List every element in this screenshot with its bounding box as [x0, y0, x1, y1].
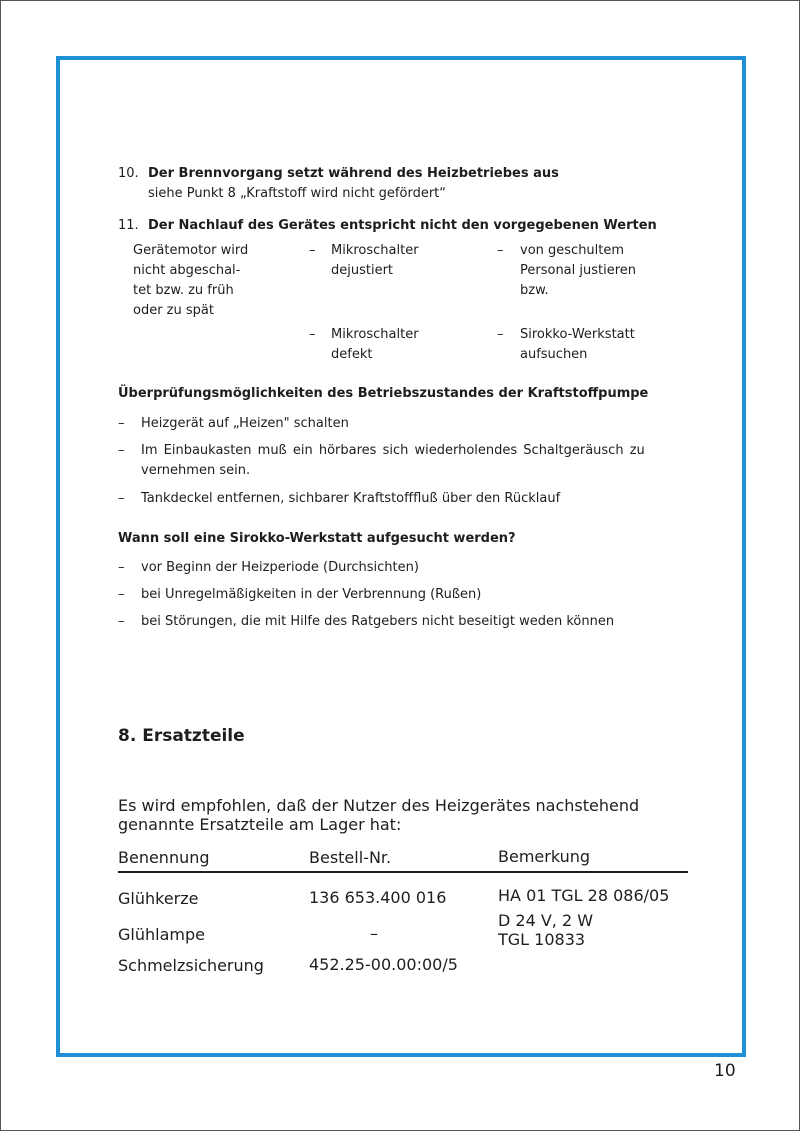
workshop-item: vor Beginn der Heizperiode (Durchsichten) [141, 560, 419, 575]
column-header-name: Benennung [118, 848, 210, 867]
pump-check-item: Tankdeckel entfernen, sichbarer Kraftstofffluß über den Rücklauf [141, 491, 561, 506]
table-cell-order-no: – [370, 924, 378, 943]
table-cell-remark: TGL 10833 [498, 930, 586, 949]
item10-title: Der Brennvorgang setzt während des Heizbetriebes aus [148, 166, 559, 181]
pump-check-item: Im Einbaukasten muß ein hörbares sich wiederholendes Schaltgeräusch zu [141, 443, 645, 458]
item10-number: 10. [118, 166, 139, 181]
item11-symptom-line: oder zu spät [133, 303, 214, 318]
remedy-line: Sirokko-Werkstatt [520, 327, 635, 342]
list-dash: – [118, 416, 125, 431]
item11-symptom-line: Gerätemotor wird [133, 243, 249, 258]
workshop-item: bei Störungen, die mit Hilfe des Ratgebers nicht beseitigt weden können [141, 614, 615, 629]
cause-line: Mikroschalter [331, 327, 419, 342]
table-header-rule [118, 871, 688, 873]
remedy-dash: – [497, 243, 504, 258]
list-dash: – [118, 443, 125, 458]
cause-dash: – [309, 327, 316, 342]
cause-line: Mikroschalter [331, 243, 419, 258]
workshop-heading: Wann soll eine Sirokko-Werkstatt aufgesucht werden? [118, 531, 516, 546]
list-dash: – [118, 560, 125, 575]
list-dash: – [118, 614, 125, 629]
item11-symptom-line: nicht abgeschal- [133, 263, 241, 278]
workshop-item: bei Unregelmäßigkeiten in der Verbrennung (Rußen) [141, 587, 482, 602]
section-intro-line: genannte Ersatzteile am Lager hat: [118, 815, 402, 834]
remedy-dash: – [497, 327, 504, 342]
item11-title: Der Nachlauf des Gerätes entspricht nicht den vorgegebenen Werten [148, 218, 657, 233]
table-cell-name: Glühlampe [118, 925, 205, 944]
list-dash: – [118, 491, 125, 506]
list-dash: – [118, 587, 125, 602]
table-cell-name: Glühkerze [118, 889, 199, 908]
section-title: 8. Ersatzteile [118, 726, 245, 746]
remedy-line: von geschultem [520, 243, 625, 258]
table-cell-order-no: 452.25-00.00:00/5 [309, 955, 458, 974]
table-cell-remark: HA 01 TGL 28 086/05 [498, 886, 670, 905]
pump-check-item: Heizgerät auf „Heizen" schalten [141, 416, 349, 431]
page-number: 10 [714, 1061, 736, 1081]
remedy-line: bzw. [520, 283, 549, 298]
column-header-remark: Bemerkung [498, 847, 591, 866]
remedy-line: aufsuchen [520, 347, 588, 362]
cause-line: defekt [331, 347, 373, 362]
item11-symptom-line: tet bzw. zu früh [133, 283, 234, 298]
remedy-line: Personal justieren [520, 263, 637, 278]
table-cell-name: Schmelzsicherung [118, 956, 264, 975]
cause-line: dejustiert [331, 263, 394, 278]
pump-check-item-cont: vernehmen sein. [141, 463, 251, 478]
cause-dash: – [309, 243, 316, 258]
section-intro-line: Es wird empfohlen, daß der Nutzer des Heizgerätes nachstehend [118, 796, 640, 815]
item11-number: 11. [118, 218, 139, 233]
item10-text: siehe Punkt 8 „Kraftstoff wird nicht gefördert“ [148, 186, 447, 201]
pump-check-heading: Überprüfungsmöglichkeiten des Betriebszustandes der Kraftstoffpumpe [118, 386, 649, 401]
table-cell-remark: D 24 V, 2 W [498, 911, 594, 930]
table-cell-order-no: 136 653.400 016 [309, 888, 447, 907]
column-header-order-no: Bestell-Nr. [309, 848, 392, 867]
